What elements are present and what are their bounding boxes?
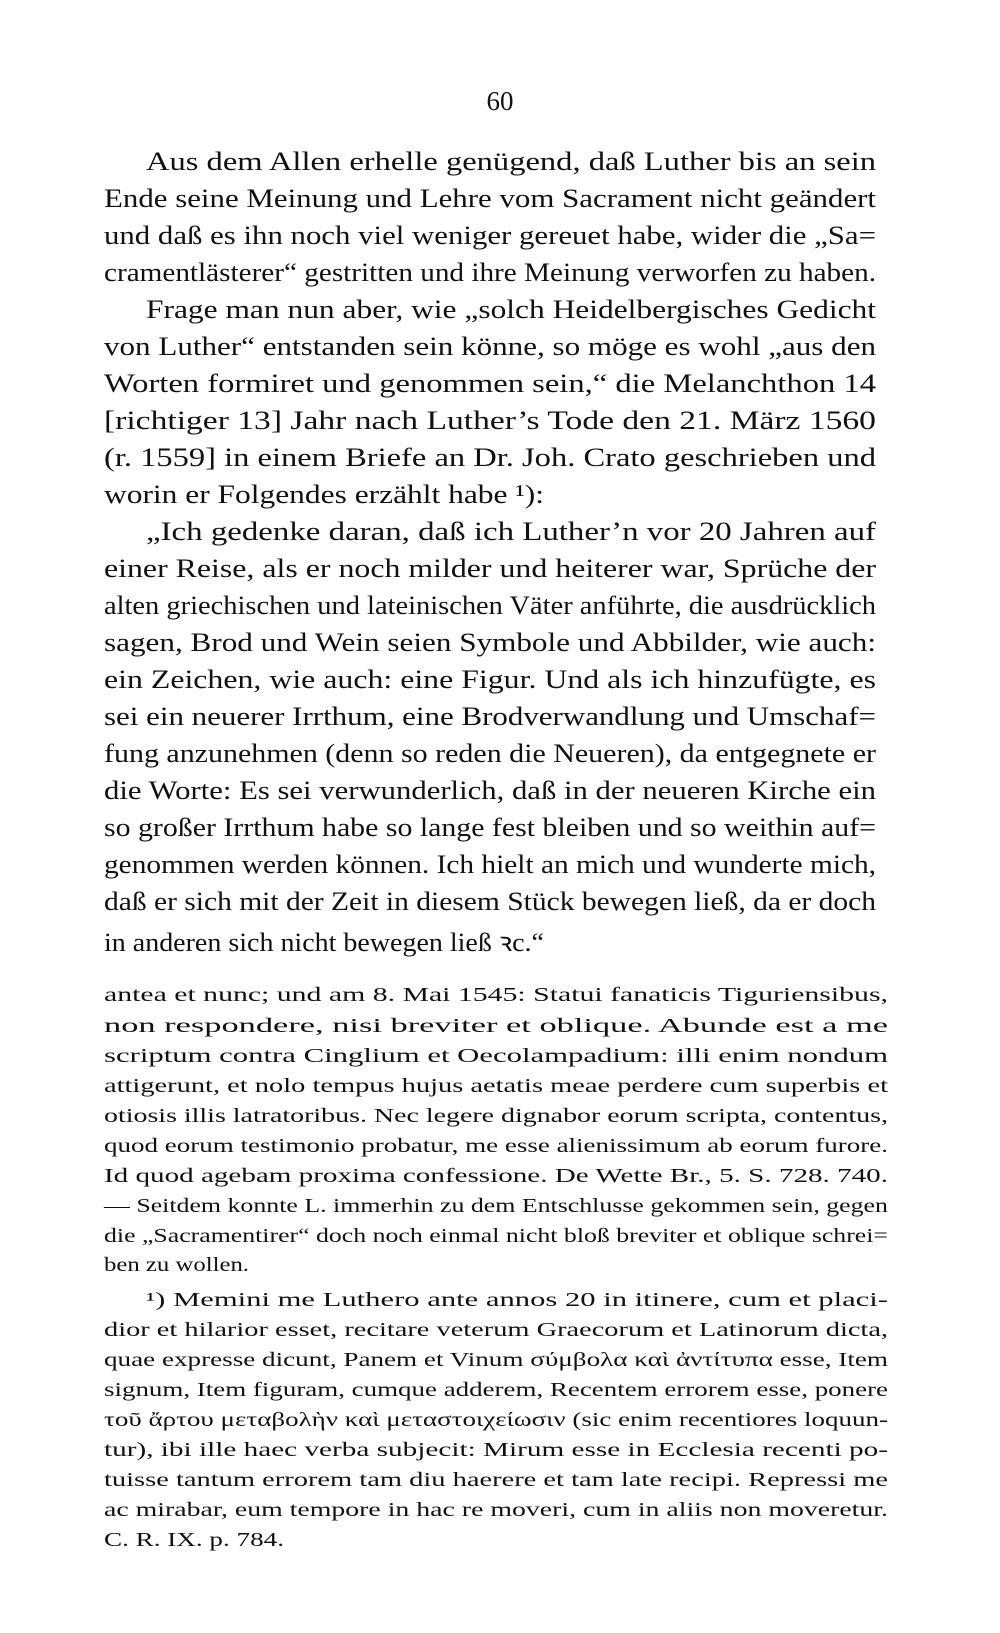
note-line: die „Sacramentirer“ doch noch einmal nicht bloß breviter et oblique schrei= xyxy=(104,1225,888,1247)
text-line: „Ich gedenke daran, daß ich Luther’n vor 20 Jahren auf xyxy=(146,516,877,546)
text-line: sagen, Brod und Wein seien Symbole und Abbilder, wie auch: xyxy=(104,627,876,657)
text-line: Aus dem Allen erhelle genügend, daß Luther bis an sein xyxy=(146,146,877,176)
footnote-line: dior et hilarior esset, recitare veterum Graecorum et Latinorum dicta, xyxy=(104,1319,889,1341)
footnote-line: ac mirabar, eum tempore in hac re moveri, cum in aliis non moveretur. xyxy=(104,1499,888,1521)
text-line: alten griechischen und lateinischen Väter anführte, die ausdrücklich xyxy=(104,590,877,620)
text-line: in anderen sich nicht bewegen ließ ꝛc.“ xyxy=(104,927,544,957)
text-line: [richtiger 13] Jahr nach Luther’s Tode den 21. März 1560 xyxy=(104,405,876,435)
text-line: die Worte: Es sei verwunderlich, daß in der neueren Kirche ein xyxy=(104,775,877,805)
text-line: (r. 1559] in einem Briefe an Dr. Joh. Crato geschrieben und xyxy=(104,442,876,472)
note-line: — Seitdem konnte L. immerhin zu dem Entschlusse gekommen sein, gegen xyxy=(104,1195,888,1217)
text-line: so großer Irrthum habe so lange fest bleiben und so weithin auf= xyxy=(104,812,877,842)
text-line: Ende seine Meinung und Lehre vom Sacrament nicht geändert xyxy=(104,183,877,213)
note-line: antea et nunc; und am 8. Mai 1545: Statui fanaticis Tiguriensibus, xyxy=(104,984,888,1006)
note-line: non respondere, nisi breviter et oblique. Abunde est a me xyxy=(104,1015,889,1037)
text-line: von Luther“ entstanden sein könne, so möge es wohl „aus den xyxy=(104,331,877,361)
note-line: quod eorum testimonio probatur, me esse alienissimum ab eorum furore. xyxy=(104,1135,888,1157)
note-line: Id quod agebam proxima confessione. De Wette Br., 5. S. 728. 740. xyxy=(104,1165,888,1187)
footnote-line: signum, Item figuram, cumque adderem, Recentem errorem esse, ponere xyxy=(104,1379,889,1401)
text-line: und daß es ihn noch viel weniger gereuet habe, wider die „Sa= xyxy=(104,220,876,250)
text-line: fung anzunehmen (denn so reden die Neueren), da entgegnete er xyxy=(104,738,876,768)
footnote-line: ¹) Memini me Luthero ante annos 20 in itinere, cum et placi- xyxy=(146,1289,888,1311)
text-line: Frage man nun aber, wie „solch Heidelbergisches Gedicht xyxy=(146,294,877,324)
page-number: 60 xyxy=(486,86,514,116)
note-line: otiosis illis latratoribus. Nec legere dignabor eorum scripta, contentus, xyxy=(104,1105,888,1127)
text-line: cramentlästerer“ gestritten und ihre Meinung verworfen zu haben. xyxy=(104,257,877,287)
text-line: worin er Folgendes erzählt habe ¹): xyxy=(104,479,545,509)
text-line: daß er sich mit der Zeit in diesem Stück bewegen ließ, da er doch xyxy=(104,886,877,916)
note-line: attigerunt, et nolo tempus hujus aetatis meae perdere cum superbis et xyxy=(104,1075,889,1097)
footnote-line: τοῦ ἄρτου μεταβολὴν καὶ μεταστοιχείωσιν (sic enim recentiores loquun- xyxy=(104,1409,888,1431)
footnote-line: C. R. IX. p. 784. xyxy=(104,1529,284,1551)
footnote-line: tur), ibi ille haec verba subjecit: Mirum esse in Ecclesia recenti po- xyxy=(104,1439,888,1461)
footnote-line: quae expresse dicunt, Panem et Vinum σύμβολα καὶ ἀντίτυπα esse, Item xyxy=(104,1349,888,1371)
text-line: genommen werden können. Ich hielt an mich und wunderte mich, xyxy=(104,849,877,879)
text-line: sei ein neuerer Irrthum, eine Brodverwandlung und Umschaf= xyxy=(104,701,876,731)
note-line: scriptum contra Cinglium et Oecolampadium: illi enim nondum xyxy=(104,1045,888,1067)
text-line: ein Zeichen, wie auch: eine Figur. Und als ich hinzufügte, es xyxy=(104,664,877,694)
footnote-line: tuisse tantum errorem tam diu haerere et tam late recipi. Repressi me xyxy=(104,1469,889,1491)
note-line: ben zu wollen. xyxy=(104,1254,249,1276)
text-line: Worten formiret und genommen sein,“ die Melanchthon 14 xyxy=(104,368,877,398)
text-line: einer Reise, als er noch milder und heiterer war, Sprüche der xyxy=(104,553,876,583)
